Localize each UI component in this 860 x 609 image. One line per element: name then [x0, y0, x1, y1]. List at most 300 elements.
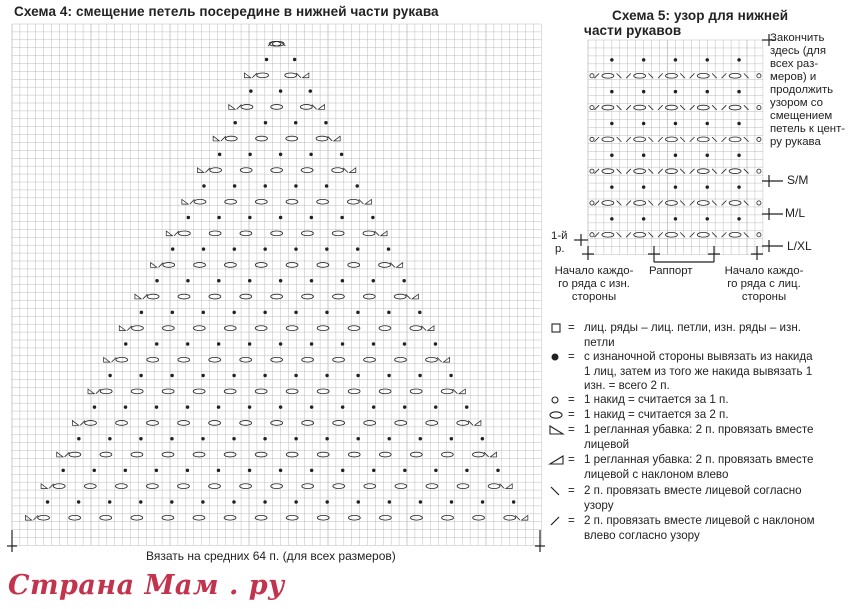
- oval-mark: [194, 199, 206, 204]
- filled-dot-mark: [388, 437, 391, 440]
- filled-dot-mark: [341, 342, 344, 345]
- small-circle-mark: [757, 169, 761, 173]
- raglan-right-mark: [182, 199, 188, 204]
- backslash-mark: [744, 232, 749, 237]
- filled-dot-mark: [155, 342, 158, 345]
- filled-dot-mark: [217, 279, 220, 282]
- filled-dot-mark: [77, 500, 80, 503]
- raglan-left-mark: [522, 515, 528, 520]
- backslash-mark: [648, 201, 653, 206]
- filled-dot-mark: [46, 500, 49, 503]
- backslash-mark: [712, 73, 717, 78]
- filled-dot-mark: [674, 185, 677, 188]
- backslash-mark: [680, 73, 685, 78]
- filled-dot-mark: [279, 405, 282, 408]
- filled-dot-mark: [340, 216, 343, 219]
- raglan-right-mark: [166, 231, 172, 236]
- filled-dot-mark: [201, 437, 204, 440]
- oval-mark: [178, 294, 190, 299]
- oval-mark: [162, 515, 174, 520]
- oval-mark: [209, 484, 221, 489]
- filled-dot-mark: [217, 469, 220, 472]
- filled-dot-mark: [372, 405, 375, 408]
- filled-dot-mark: [419, 500, 422, 503]
- filled-dot-mark: [140, 311, 143, 314]
- backslash-mark: [744, 105, 749, 110]
- oval-mark: [285, 73, 297, 78]
- filled-dot-mark: [139, 437, 142, 440]
- oval-mark: [333, 421, 345, 426]
- filled-dot-mark: [248, 405, 251, 408]
- oval-mark: [332, 168, 344, 173]
- backslash-mark: [648, 73, 653, 78]
- filled-dot-mark: [155, 469, 158, 472]
- oval-mark: [147, 294, 159, 299]
- oval-mark: [162, 452, 174, 457]
- oval-mark: [241, 105, 253, 110]
- slash-mark: [626, 169, 631, 174]
- oval-mark: [363, 294, 375, 299]
- filled-dot-mark: [737, 154, 740, 157]
- filled-dot-mark: [674, 122, 677, 125]
- filled-dot-mark: [356, 247, 359, 250]
- size-label-lxl: L/XL: [787, 239, 812, 253]
- filled-dot-mark: [450, 500, 453, 503]
- filled-dot-mark: [310, 342, 313, 345]
- filled-dot-icon: [548, 350, 566, 364]
- oval-mark: [224, 326, 236, 331]
- oval-mark: [209, 357, 221, 362]
- filled-dot-mark: [124, 342, 127, 345]
- backslash-icon: [548, 484, 566, 498]
- filled-dot-mark: [387, 247, 390, 250]
- slash-mark: [594, 105, 599, 110]
- raglan-left-mark: [349, 168, 355, 173]
- raglan-right-mark: [25, 515, 31, 520]
- oval-mark: [379, 389, 391, 394]
- oval-mark: [364, 484, 376, 489]
- oval-mark: [332, 231, 344, 236]
- filled-dot-mark: [279, 342, 282, 345]
- raglan-right-mark: [57, 452, 63, 457]
- filled-dot-mark: [512, 500, 515, 503]
- oval-mark: [225, 136, 237, 141]
- filled-dot-mark: [325, 247, 328, 250]
- oval-mark: [347, 199, 359, 204]
- oval-mark: [240, 357, 252, 362]
- filled-dot-mark: [232, 500, 235, 503]
- raglan-left-mark: [412, 294, 418, 299]
- filled-dot-mark: [642, 185, 645, 188]
- filled-dot-mark: [293, 58, 296, 61]
- filled-dot-mark: [496, 469, 499, 472]
- oval-mark: [131, 389, 143, 394]
- backslash-mark: [648, 105, 653, 110]
- oval-mark: [348, 515, 360, 520]
- oval-mark: [85, 421, 97, 426]
- scheme5-title-line2: части рукавов: [584, 23, 682, 38]
- filled-dot-mark: [294, 247, 297, 250]
- small-circle-mark: [757, 201, 761, 205]
- raglan-left-mark: [396, 263, 402, 268]
- filled-dot-mark: [248, 469, 251, 472]
- oval-mark: [364, 357, 376, 362]
- oval-mark: [317, 199, 329, 204]
- filled-dot-mark: [294, 311, 297, 314]
- oval-mark: [256, 136, 268, 141]
- filled-dot-mark: [124, 469, 127, 472]
- small-circle-mark: [590, 74, 594, 78]
- oval-mark: [240, 168, 252, 173]
- oval-mark: [442, 515, 454, 520]
- filled-dot-mark: [610, 58, 613, 61]
- square-icon: [548, 321, 566, 335]
- oval-mark: [69, 452, 81, 457]
- small-circle-mark: [757, 74, 761, 78]
- slash-mark: [722, 73, 727, 78]
- oval-mark: [457, 484, 469, 489]
- scheme4-caption: Вязать на средних 64 п. (для всех размеров): [146, 549, 396, 563]
- oval-mark: [410, 389, 422, 394]
- oval-mark: [379, 452, 391, 457]
- filled-dot-mark: [263, 437, 266, 440]
- filled-dot-mark: [294, 500, 297, 503]
- oval-mark: [301, 231, 313, 236]
- filled-dot-mark: [737, 90, 740, 93]
- filled-dot-mark: [372, 279, 375, 282]
- oval-mark: [426, 357, 438, 362]
- filled-dot-mark: [232, 311, 235, 314]
- oval-mark: [193, 452, 205, 457]
- filled-dot-mark: [610, 90, 613, 93]
- slash-mark: [626, 73, 631, 78]
- slash-mark: [722, 137, 727, 142]
- oval-mark: [193, 326, 205, 331]
- oval-mark: [333, 294, 345, 299]
- filled-dot-mark: [642, 58, 645, 61]
- oval-mark: [162, 389, 174, 394]
- filled-dot-mark: [310, 469, 313, 472]
- filled-dot-mark: [202, 247, 205, 250]
- oval-mark: [317, 263, 329, 268]
- filled-dot-mark: [418, 311, 421, 314]
- scheme4-symbols: [25, 41, 527, 520]
- filled-dot-mark: [171, 247, 174, 250]
- oval-mark: [178, 231, 190, 236]
- watermark-logo: Страна Мам . ру: [8, 570, 285, 601]
- filled-dot-mark: [279, 89, 282, 92]
- scheme5-markers: [574, 34, 783, 262]
- oval-mark: [131, 515, 143, 520]
- raglan-right-mark: [244, 73, 250, 78]
- backslash-mark: [744, 201, 749, 206]
- filled-dot-mark: [325, 184, 328, 187]
- backslash-mark: [744, 137, 749, 142]
- filled-dot-mark: [449, 374, 452, 377]
- oval-mark: [178, 484, 190, 489]
- filled-dot-mark: [642, 122, 645, 125]
- oval-mark: [193, 389, 205, 394]
- filled-dot-mark: [265, 58, 268, 61]
- raglan-right-mark: [151, 263, 157, 268]
- oval-mark: [240, 484, 252, 489]
- filled-dot-mark: [264, 184, 267, 187]
- raglan-right-mark: [41, 484, 47, 489]
- filled-dot-mark: [706, 58, 709, 61]
- filled-dot-mark: [263, 500, 266, 503]
- filled-dot-mark: [610, 217, 613, 220]
- filled-dot-mark: [674, 217, 677, 220]
- slash-mark: [722, 232, 727, 237]
- oval-mark: [225, 199, 237, 204]
- slash-mark: [658, 137, 663, 142]
- raglan-left-mark: [490, 452, 496, 457]
- filled-dot-mark: [139, 374, 142, 377]
- filled-dot-mark: [372, 342, 375, 345]
- filled-dot-mark: [108, 374, 111, 377]
- filled-dot-mark: [233, 247, 236, 250]
- filled-dot-mark: [232, 437, 235, 440]
- filled-dot-mark: [294, 184, 297, 187]
- backslash-mark: [680, 169, 685, 174]
- filled-dot-mark: [325, 311, 328, 314]
- filled-dot-mark: [419, 437, 422, 440]
- backslash-mark: [744, 73, 749, 78]
- filled-dot-mark: [706, 154, 709, 157]
- oval-mark: [364, 421, 376, 426]
- raglan-right-mark: [213, 136, 219, 141]
- backslash-mark: [712, 105, 717, 110]
- oval-mark: [132, 326, 144, 331]
- filled-dot-mark: [279, 469, 282, 472]
- filled-dot-mark: [279, 279, 282, 282]
- filled-dot-mark: [706, 90, 709, 93]
- oval-mark: [178, 421, 190, 426]
- backslash-mark: [744, 169, 749, 174]
- filled-dot-mark: [171, 311, 174, 314]
- oval-mark: [395, 357, 407, 362]
- filled-dot-mark: [93, 405, 96, 408]
- slash-mark: [690, 232, 695, 237]
- oval-mark: [317, 452, 329, 457]
- oval-mark: [317, 326, 329, 331]
- filled-dot-mark: [186, 342, 189, 345]
- backslash-mark: [617, 169, 622, 174]
- filled-dot-mark: [310, 279, 313, 282]
- slash-mark: [722, 105, 727, 110]
- filled-dot-mark: [201, 500, 204, 503]
- oval-mark: [301, 168, 313, 173]
- oval-mark: [302, 357, 314, 362]
- oval-mark: [457, 421, 469, 426]
- filled-dot-mark: [77, 437, 80, 440]
- filled-dot-mark: [217, 405, 220, 408]
- filled-dot-mark: [642, 217, 645, 220]
- filled-dot-mark: [155, 405, 158, 408]
- slash-mark: [658, 105, 663, 110]
- filled-dot-mark: [737, 217, 740, 220]
- size-label-sm: S/M: [787, 173, 809, 187]
- filled-dot-mark: [325, 437, 328, 440]
- filled-dot-mark: [170, 374, 173, 377]
- raglan-right-icon: [548, 423, 566, 437]
- slash-mark: [594, 73, 599, 78]
- filled-dot-mark: [248, 342, 251, 345]
- backslash-mark: [648, 169, 653, 174]
- filled-dot-mark: [217, 216, 220, 219]
- oval-mark: [84, 484, 96, 489]
- filled-dot-mark: [372, 469, 375, 472]
- scheme4-title: Схема 4: смещение петель посередине в нижней части рукава: [14, 4, 439, 19]
- filled-dot-mark: [403, 469, 406, 472]
- backslash-mark: [648, 232, 653, 237]
- filled-dot-mark: [108, 437, 111, 440]
- filled-dot-mark: [610, 154, 613, 157]
- backslash-mark: [712, 201, 717, 206]
- oval-mark: [286, 136, 298, 141]
- filled-dot-mark: [61, 469, 64, 472]
- filled-dot-mark: [294, 121, 297, 124]
- oval-mark: [395, 421, 407, 426]
- filled-dot-mark: [202, 184, 205, 187]
- filled-dot-mark: [341, 279, 344, 282]
- filled-dot-mark: [706, 185, 709, 188]
- repeat-label: Раппорт: [649, 265, 693, 277]
- oval-mark: [163, 263, 175, 268]
- filled-dot-mark: [170, 437, 173, 440]
- oval-mark: [162, 326, 174, 331]
- filled-dot-mark: [356, 437, 359, 440]
- filled-dot-mark: [108, 500, 111, 503]
- filled-dot-mark: [434, 405, 437, 408]
- backslash-mark: [712, 232, 717, 237]
- filled-dot-mark: [187, 216, 190, 219]
- filled-dot-mark: [279, 153, 282, 156]
- filled-dot-mark: [309, 89, 312, 92]
- filled-dot-mark: [356, 374, 359, 377]
- slash-mark: [690, 201, 695, 206]
- filled-dot-mark: [465, 405, 468, 408]
- filled-dot-mark: [674, 58, 677, 61]
- slash-mark: [690, 105, 695, 110]
- filled-dot-mark: [403, 342, 406, 345]
- oval-mark: [116, 421, 128, 426]
- oval-mark: [147, 421, 159, 426]
- filled-dot-mark: [248, 153, 251, 156]
- raglan-left-mark: [303, 73, 309, 78]
- slash-mark: [626, 232, 631, 237]
- oval-mark: [146, 484, 158, 489]
- oval-mark: [194, 263, 206, 268]
- filled-dot-mark: [310, 216, 313, 219]
- oval-mark: [394, 294, 406, 299]
- oval-mark: [240, 421, 252, 426]
- start-knit-label: Начало каждо- го ряда с лиц. стороны: [724, 265, 804, 303]
- backslash-mark: [680, 137, 685, 142]
- oval-mark: [257, 73, 269, 78]
- oval-mark: [224, 263, 236, 268]
- filled-dot-mark: [234, 121, 237, 124]
- oval-mark: [116, 357, 128, 362]
- slash-mark: [594, 169, 599, 174]
- oval-mark: [131, 452, 143, 457]
- backslash-mark: [712, 137, 717, 142]
- oval-mark: [379, 263, 391, 268]
- filled-dot-mark: [263, 247, 266, 250]
- oval-mark: [316, 136, 328, 141]
- filled-dot-mark: [186, 405, 189, 408]
- filled-dot-mark: [706, 122, 709, 125]
- oval-mark: [209, 421, 221, 426]
- filled-dot-mark: [249, 89, 252, 92]
- filled-dot-mark: [402, 279, 405, 282]
- filled-dot-mark: [403, 405, 406, 408]
- oval-mark: [348, 263, 360, 268]
- oval-mark: [209, 294, 221, 299]
- small-circle-mark: [590, 201, 594, 205]
- raglan-right-mark: [197, 168, 203, 173]
- filled-dot-mark: [186, 279, 189, 282]
- oval-icon: [548, 408, 566, 422]
- oval-mark: [286, 199, 298, 204]
- filled-dot-mark: [325, 374, 328, 377]
- filled-dot-mark: [233, 184, 236, 187]
- filled-dot-mark: [294, 374, 297, 377]
- oval-mark: [348, 389, 360, 394]
- raglan-left-mark: [381, 231, 387, 236]
- filled-dot-mark: [642, 154, 645, 157]
- filled-dot-mark: [610, 185, 613, 188]
- oval-mark: [426, 421, 438, 426]
- raglan-left-mark: [475, 421, 481, 426]
- backslash-mark: [617, 73, 622, 78]
- filled-dot-mark: [310, 405, 313, 408]
- oval-mark: [224, 515, 236, 520]
- filled-dot-mark: [387, 311, 390, 314]
- filled-dot-mark: [674, 154, 677, 157]
- filled-dot-mark: [341, 469, 344, 472]
- oval-mark: [317, 389, 329, 394]
- filled-dot-mark: [418, 374, 421, 377]
- oval-mark: [411, 515, 423, 520]
- scheme5-note: Закончить здесь (для всех раз- меров) и продолжить узором со смещением петель к цент- ру рукава: [770, 32, 846, 148]
- filled-dot-mark: [355, 184, 358, 187]
- slash-mark: [658, 73, 663, 78]
- oval-mark: [224, 452, 236, 457]
- slash-mark: [658, 201, 663, 206]
- raglan-left-mark: [365, 199, 371, 204]
- oval-mark: [395, 484, 407, 489]
- slash-mark: [722, 201, 727, 206]
- filled-dot-mark: [325, 500, 328, 503]
- oval-mark: [410, 326, 422, 331]
- slash-mark: [594, 232, 599, 237]
- oval-mark: [224, 389, 236, 394]
- raglan-right-mark: [72, 421, 78, 426]
- slash-mark: [690, 137, 695, 142]
- slash-mark: [658, 232, 663, 237]
- raglan-left-mark: [318, 105, 324, 110]
- oval-mark: [441, 452, 453, 457]
- oval-mark: [333, 357, 345, 362]
- oval-mark: [100, 389, 112, 394]
- oval-mark: [302, 294, 314, 299]
- slash-mark: [690, 169, 695, 174]
- oval-mark: [363, 231, 375, 236]
- filled-dot-mark: [450, 437, 453, 440]
- oval-mark: [69, 515, 81, 520]
- filled-dot-mark: [324, 121, 327, 124]
